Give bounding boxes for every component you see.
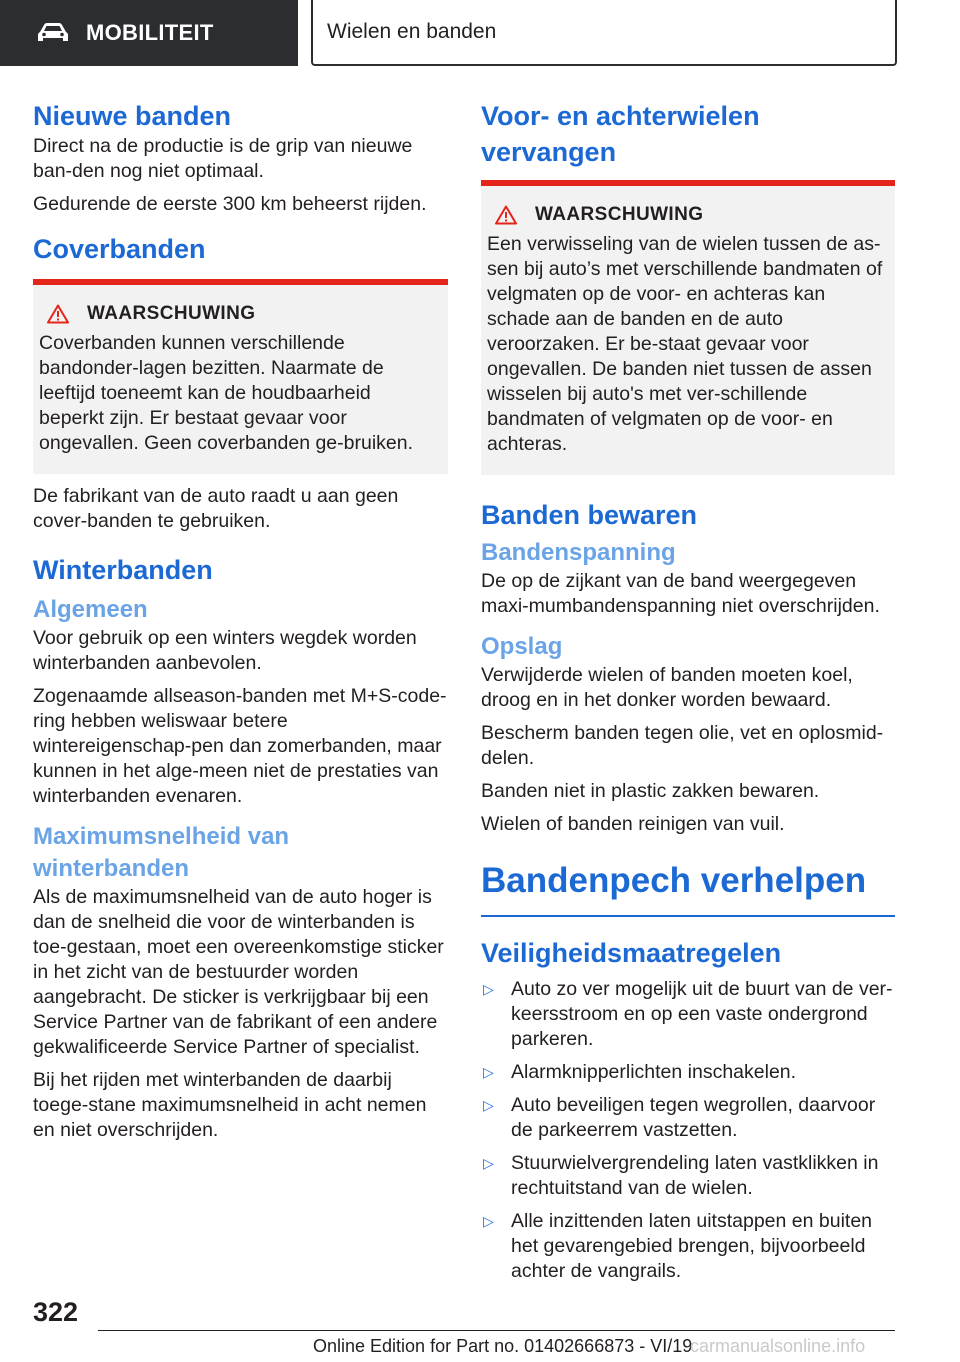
heading-nieuwe-banden: Nieuwe banden xyxy=(33,101,232,131)
heading-winterbanden: Winterbanden xyxy=(33,555,213,585)
heading-coverbanden: Coverbanden xyxy=(33,234,206,264)
paragraph: Verwijderde wielen of banden moeten koel, droog en in het donker worden bewaard. xyxy=(481,664,853,711)
paragraph: De fabrikant van de auto raadt u aan geen cover-banden te gebruiken. xyxy=(33,485,399,532)
heading-opslag: Opslag xyxy=(481,633,563,660)
triangle-bullet-icon: ▷ xyxy=(483,1097,494,1113)
paragraph: Voor gebruik op een winters wegdek worden winterbanden aanbevolen. xyxy=(33,627,417,674)
heading-maximumsnelheid: Maximumsnelheid van winterbanden xyxy=(33,823,290,882)
chapter-label: Wielen en banden xyxy=(327,20,497,43)
warning-box xyxy=(33,279,448,474)
heading-bandenpech: Bandenpech verhelpen xyxy=(481,861,867,900)
list-item: ▷ Alle inzittenden laten uitstappen en buiten het gevarengebied brengen, bijvoorbeeld achter de vangrails. xyxy=(483,1210,873,1282)
section-label: MOBILITEIT xyxy=(86,20,214,45)
page-number: 322 xyxy=(33,1297,79,1327)
paragraph: Direct na de productie is de grip van nieuwe ban-den nog niet optimaal. xyxy=(33,135,413,182)
warning-icon xyxy=(495,205,517,225)
heading-bandenspanning: Bandenspanning xyxy=(481,539,676,566)
heading-veiligheidsmaatregelen: Veiligheidsmaatregelen xyxy=(481,938,782,968)
paragraph: Gedurende de eerste 300 km beheerst rijden. xyxy=(33,193,427,215)
list-item: ▷ Auto beveiligen tegen wegrollen, daarvoor de parkeerrem vastzetten. xyxy=(483,1094,876,1141)
safety-steps-list xyxy=(481,977,895,1284)
triangle-bullet-icon: ▷ xyxy=(483,1155,494,1171)
paragraph: Bescherm banden tegen olie, vet en oplosmid-delen. xyxy=(481,722,884,769)
section-tab xyxy=(0,0,298,66)
warning-box xyxy=(481,180,895,475)
triangle-bullet-icon: ▷ xyxy=(483,1213,494,1229)
warning-text: Coverbanden kunnen verschillende bandonder-lagen bezitten. Naarmate de leeftijd toeneemt kan de houdbaarheid beperkt zijn. Er bestaat gevaar voor ongevallen. Geen coverbanden ge-bruiken. xyxy=(39,332,414,454)
warning-title: WAARSCHUWING xyxy=(87,303,256,324)
page-header xyxy=(0,0,960,66)
paragraph: Wielen of banden reinigen van vuil. xyxy=(481,813,785,835)
warning-title: WAARSCHUWING xyxy=(535,204,704,225)
warning-text: Een verwisseling van de wielen tussen de as-sen bij auto’s met verschillende bandmaten of velgmaten op de voor- en achteras kan schade aan de banden en de auto veroorzaken. Er be-staat gevaar voor ongevallen. De banden niet tussen de assen wisselen bij auto's met ver-schillende bandmaten of velgmaten op de voor- en achteras. xyxy=(487,233,883,455)
paragraph: De op de zijkant van de band weergegeven maxi-mumbandenspanning niet overschrijden. xyxy=(481,570,880,617)
right-column xyxy=(481,98,895,1292)
heading-banden-bewaren: Banden bewaren xyxy=(481,500,698,530)
heading-algemeen: Algemeen xyxy=(33,596,148,623)
watermark: carmanualsonline.info xyxy=(690,1336,866,1356)
car-icon xyxy=(36,21,70,45)
paragraph: Als de maximumsnelheid van de auto hoger is dan de snelheid die voor de winterbanden is toe-gestaan, moet een overeenkomstige sticker in het zicht van de bestuurder worden aangebracht. De sticker is verkrijgbaar bij een Service Partner van de fabrikant of een andere gekwalificeerde Service Partner of specialist. xyxy=(33,886,444,1058)
heading-voor-achterwielen: Voor- en achterwielen vervangen xyxy=(481,101,760,167)
chapter-tab xyxy=(311,0,897,66)
edition-text: Online Edition for Part no. 01402666873 - VI/19 xyxy=(313,1336,693,1356)
footer-rule xyxy=(98,1330,895,1331)
triangle-bullet-icon: ▷ xyxy=(483,1064,494,1080)
warning-icon xyxy=(47,304,69,324)
list-item: ▷ Alarmknipperlichten inschakelen. xyxy=(483,1061,797,1083)
list-item: ▷ Auto zo ver mogelijk uit de buurt van de ver-keersstroom en op een vaste ondergrond parkeren. xyxy=(483,978,893,1050)
paragraph: Banden niet in plastic zakken bewaren. xyxy=(481,780,820,802)
paragraph: Zogenaamde allseason-banden met M+S-code-ring hebben weliswaar betere wintereigenschap-pen dan zomerbanden, maar kunnen in het alge-meen niet de prestaties van winterbanden evenaren. xyxy=(33,685,447,807)
paragraph: Bij het rijden met winterbanden de daarbij toege-stane maximumsnelheid in acht nemen en niet overschrijden. xyxy=(33,1069,427,1141)
left-column xyxy=(33,98,448,1143)
triangle-bullet-icon: ▷ xyxy=(483,981,494,997)
list-item: ▷ Stuurwielvergrendeling laten vastklikken in rechtuitstand van de wielen. xyxy=(483,1152,879,1199)
